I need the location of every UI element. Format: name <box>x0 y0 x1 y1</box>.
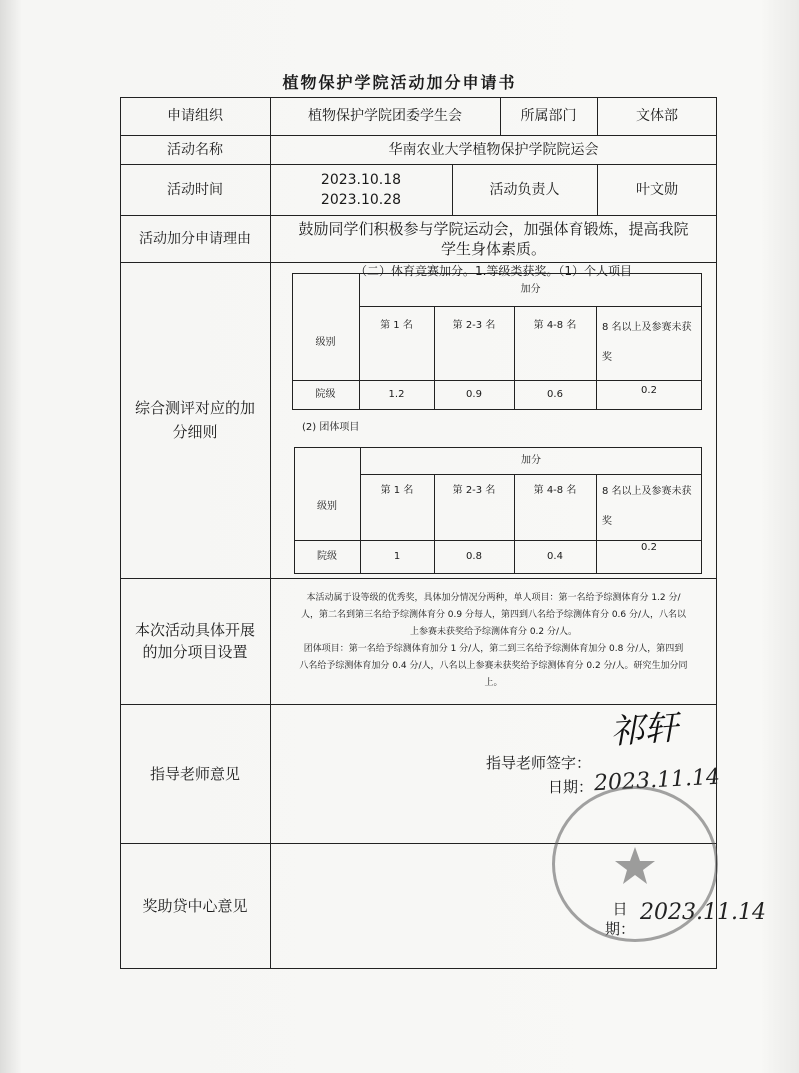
detail-label-line-1: 综合测评对应的加 <box>134 399 255 417</box>
setup-label-line-1: 本次活动具体开展 <box>134 621 255 639</box>
leader-label: 活动负责人 <box>489 181 560 198</box>
team-col-4 <box>596 474 702 540</box>
aid-date-label: 日期： <box>604 900 635 938</box>
aid-label: 奖助贷中心意见 <box>142 897 248 915</box>
individual-col-3: 第 4-8 名 <box>533 320 577 331</box>
setup-label <box>120 578 270 704</box>
dept-label: 所属部门 <box>520 108 577 124</box>
individual-value-3: 0.6 <box>547 389 563 400</box>
individual-level-header: 级别 <box>315 337 336 348</box>
individual-col-4 <box>596 306 702 380</box>
setup-line-3: 上参赛未获奖给予综测体育分 0.2 分/人。 <box>409 627 578 637</box>
setup-line-6: 上。 <box>484 678 503 688</box>
org-value: 植物保护学院团委学生会 <box>308 108 462 124</box>
detail-label-line-2: 分细则 <box>172 423 218 441</box>
team-value-2: 0.8 <box>466 551 482 562</box>
team-col-3: 第 4-8 名 <box>533 485 577 496</box>
individual-col-4-line-2: 奖 <box>602 352 612 363</box>
activity-name-value: 华南农业大学植物保护学院院运会 <box>388 141 599 158</box>
teacher-signature: 祁轩 <box>608 707 680 753</box>
leader-value: 叶文勋 <box>636 181 678 198</box>
setup-line-2: 人，第二名到第三名给予综测体育分 0.9 分每人，第四到八名给予综测体育分 0.6 分/人，八名以 <box>300 610 687 620</box>
document-title: 植物保护学院活动加分申请书 <box>282 73 517 92</box>
team-value-4: 0.2 <box>641 542 657 553</box>
activity-time-label: 活动时间 <box>167 181 223 198</box>
individual-col-1: 第 1 名 <box>380 320 413 331</box>
team-col-4-line-1: 8 名以上及参赛未获 <box>602 486 692 497</box>
teacher-date-label: 日期： <box>548 778 594 796</box>
individual-col-4-line-1: 8 名以上及参赛未获 <box>602 322 692 333</box>
aid-date-value: 2023.11.14 <box>640 900 766 925</box>
individual-value-1: 1.2 <box>388 389 405 400</box>
individual-value-4: 0.2 <box>641 385 657 396</box>
setup-line-4: 团体项目：第一名给予综测体育加分 1 分/人，第二到三名给予综测体育加分 0.8 分/人，第四到 <box>303 644 684 654</box>
time-end: 2023.10.28 <box>320 191 402 208</box>
team-level-header: 级别 <box>317 501 337 512</box>
detail-label <box>120 262 270 578</box>
dept-value: 文体部 <box>636 108 678 124</box>
individual-col-2: 第 2-3 名 <box>452 320 496 331</box>
setup-line-5: 八名给予综测体育加分 0.4 分/人，八名以上参赛未获奖给予综测体育分 0.2 分/人。研究生加分同 <box>299 661 688 671</box>
team-heading: (2) 团体项目 <box>302 422 360 433</box>
time-start: 2023.10.18 <box>320 171 402 188</box>
individual-header: 加分 <box>520 283 541 295</box>
team-col-1: 第 1 名 <box>380 485 414 496</box>
individual-row-label: 院级 <box>315 389 336 400</box>
reason-value <box>270 215 717 262</box>
teacher-sign-label: 指导老师签字： <box>486 754 592 772</box>
activity-name-label: 活动名称 <box>167 141 223 158</box>
setup-label-line-2: 的加分项目设置 <box>142 643 248 661</box>
team-row-label: 院级 <box>317 551 337 562</box>
teacher-label: 指导老师意见 <box>149 764 240 783</box>
teacher-date-value: 2023.11.14 <box>593 764 721 797</box>
detail-heading: （二）体育竞赛加分。1.等级类获奖。（1）个人项目 <box>354 264 633 278</box>
activity-time-value <box>270 164 452 215</box>
team-col-2: 第 2-3 名 <box>452 485 496 496</box>
official-stamp <box>552 786 718 942</box>
setup-text <box>272 580 715 702</box>
org-label: 申请组织 <box>167 108 223 124</box>
reason-line-1: 鼓励同学们积极参与学院运动会，加强体育锻炼，提高我院 <box>298 219 689 238</box>
team-value-1: 1 <box>393 551 401 562</box>
team-col-4-line-2: 奖 <box>602 516 612 527</box>
reason-label: 活动加分申请理由 <box>139 230 251 247</box>
individual-value-2: 0.9 <box>466 389 482 400</box>
team-value-3: 0.4 <box>547 551 563 562</box>
reason-line-2: 学生身体素质。 <box>440 239 546 258</box>
team-header: 加分 <box>521 454 541 466</box>
setup-line-1: 本活动属于设等级的优秀奖，具体加分情况分两种，单人项目：第一名给予综测体育分 1.2 分/ <box>306 593 681 603</box>
